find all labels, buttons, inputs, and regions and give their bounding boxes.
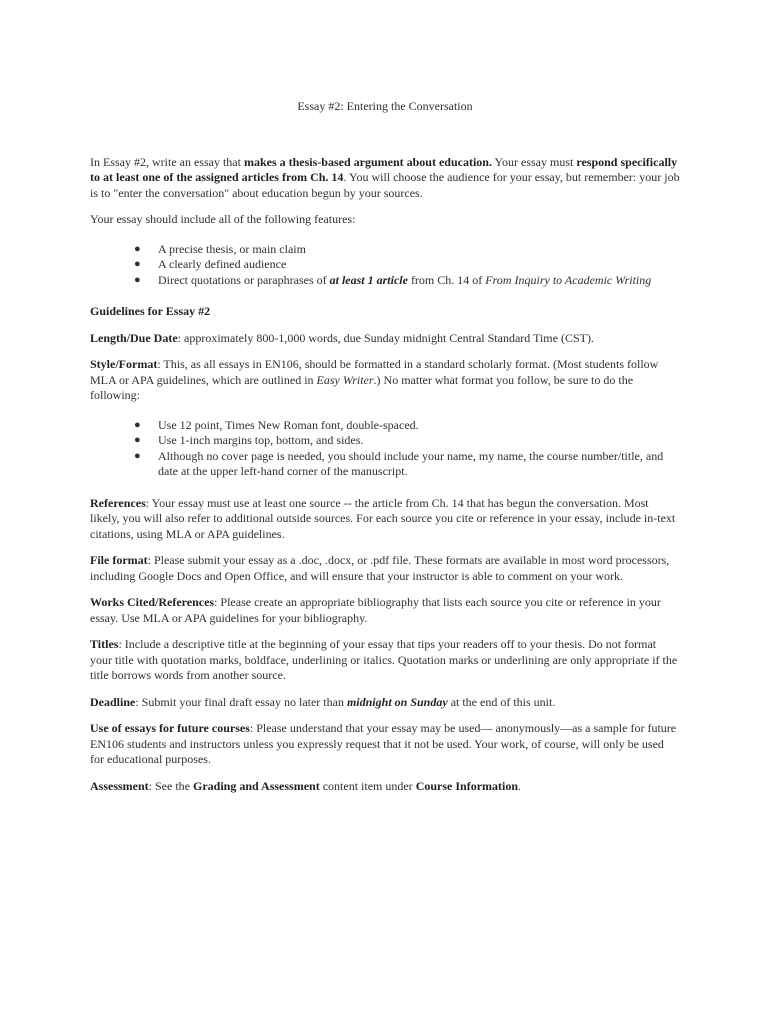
features-list	[90, 242, 680, 289]
intro-paragraph	[90, 155, 680, 202]
bullet-icon: ●	[134, 434, 141, 446]
future-use-label: Use of essays for future courses	[90, 721, 250, 735]
titles-label: Titles	[90, 637, 119, 651]
file-format-paragraph: File format: Please submit your essay as a .doc, .docx, or .pdf file. These formats are available in most word processors, including Google Docs and Open Office, and will ensure that your instructor is able to comment on your work.	[90, 553, 670, 583]
bullet-icon: ●	[134, 418, 141, 431]
intro-text-2: Your essay must	[491, 154, 577, 169]
works-cited-label: Works Cited/References	[90, 595, 215, 609]
bullet-icon: ●	[134, 258, 141, 270]
works-cited-paragraph: Works Cited/References: Please create an appropriate bibliography that lists each source you cite or reference in your essay. Use MLA or APA guidelines for your bibliography.	[90, 595, 661, 625]
features-intro: Your essay should include all of the following features:	[90, 212, 356, 226]
document-page	[90, 99, 680, 805]
document-title: Essay #2: Entering the Conversation	[297, 99, 473, 113]
length-label: Length/Due Date	[90, 330, 178, 345]
style-paragraph: Style/Format: This, as all essays in EN106, should be formatted in a standard scholarly format. (Most students follow MLA or APA guidelines, which are outlined in Easy Writer.) No matter what format you follow, be sure to do the following:	[90, 357, 659, 402]
intro-text-1: In Essay #2, write an essay that	[90, 154, 244, 169]
bullet-icon: ●	[134, 273, 141, 286]
list-item: ● Although no cover page is needed, you should include your name, my name, the course number/title, and date at the upper left-hand corner of the manuscript.	[134, 448, 664, 478]
length-paragraph: Length/Due Date: approximately 800-1,000 words, due Sunday midnight Central Standard Time (CST).	[90, 330, 594, 345]
bullet-icon: ●	[134, 242, 141, 255]
references-label: References	[90, 495, 146, 510]
guidelines-heading: Guidelines for Essay #2	[90, 304, 211, 318]
intro-bold-1: makes a thesis-based argument about education.	[243, 154, 492, 169]
future-use-paragraph: Use of essays for future courses: Please understand that your essay may be used— anonymously—as a sample for future EN106 students and instructors unless you expressly request that it not be used. Your work, of course, will only be used for educational purposes.	[90, 721, 677, 766]
assessment-paragraph: Assessment: See the Grading and Assessment content item under Course Information.	[90, 778, 522, 793]
list-item: ● A clearly defined audience	[134, 257, 287, 271]
file-format-label: File format	[90, 553, 148, 567]
titles-paragraph: Titles: Include a descriptive title at the beginning of your essay that tips your readers off to your thesis. Do not format your title with quotation marks, boldface, underlining or italics. Quotation marks or underlining are only appropriate if the title borrows words from another source.	[90, 637, 678, 682]
bullet-icon: ●	[134, 449, 141, 462]
intro-text-3: . You will choose the audience for your essay, but remember: your job is to "enter the conversation" about education begun by your sources.	[90, 170, 680, 200]
deadline-paragraph: Deadline: Submit your final draft essay no later than midnight on Sunday at the end of this unit.	[90, 694, 556, 709]
references-paragraph: References: Your essay must use at least one source -- the article from Ch. 14 that has begun the conversation. Most likely, you will also refer to additional outside sources. For each source you cite or reference in your essay, include in-text citations, using MLA or APA guidelines.	[90, 495, 676, 541]
intro-bold-2: respond specifically to at least one of the assigned articles from Ch. 14	[90, 154, 678, 184]
format-list	[90, 418, 680, 480]
list-item: ● Use 1-inch margins top, bottom, and sides.	[134, 433, 364, 447]
style-label: Style/Format	[90, 357, 158, 371]
list-item: ● A precise thesis, or main claim	[134, 241, 306, 256]
assessment-label: Assessment	[90, 778, 149, 793]
list-item: ● Direct quotations or paraphrases of at least 1 article from Ch. 14 of From Inquiry to Academic Writing	[134, 272, 652, 287]
list-item: ● Use 12 point, Times New Roman font, double-spaced.	[134, 417, 419, 432]
deadline-label: Deadline	[90, 694, 136, 709]
